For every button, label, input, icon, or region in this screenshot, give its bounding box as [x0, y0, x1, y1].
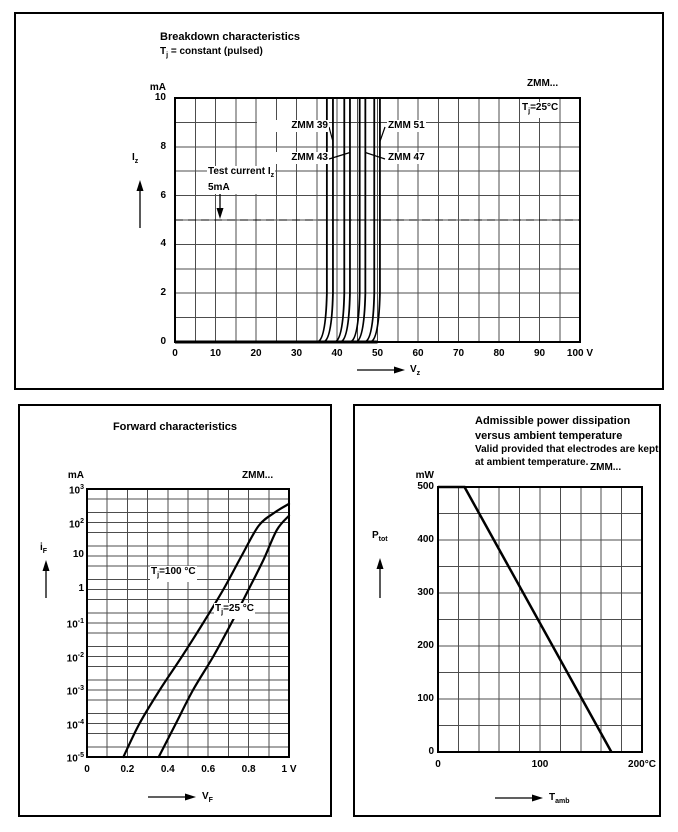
- power-y-axis-label: $P_{tot}$: [372, 530, 388, 543]
- breakdown-chart-panel: [14, 12, 664, 390]
- breakdown-condition-label: $T_j=25^\circ C$: [521, 102, 559, 118]
- power-chart-panel: [353, 404, 661, 817]
- forward-x-tick: 0.4: [160, 764, 175, 775]
- breakdown-x-tick: 0: [172, 348, 178, 359]
- test-current-line2: 5mA: [208, 182, 230, 193]
- power-note-line2: at ambient temperature.: [475, 457, 589, 468]
- curve-label-tj25: $T_j=25$ °C: [214, 603, 255, 619]
- power-y-tick: 0: [428, 746, 434, 757]
- breakdown-x-tick: 30: [290, 348, 303, 359]
- curve-label-zmm51: ZMM 51: [388, 120, 425, 131]
- forward-x-tick: 0.6: [201, 764, 216, 775]
- test-current-line1: Test current $I_z$: [208, 166, 275, 179]
- breakdown-x-tick: 90: [533, 348, 546, 359]
- breakdown-x-tick: 100 V: [566, 348, 594, 359]
- power-y-tick: 400: [417, 534, 434, 545]
- breakdown-y-tick: 10: [154, 92, 166, 103]
- power-title-line2: versus ambient temperature: [475, 430, 623, 442]
- forward-y-axis-label: $i_F$: [40, 542, 48, 555]
- forward-x-tick: 0.2: [120, 764, 135, 775]
- power-note-line1: Valid provided that electrodes are kept: [475, 444, 659, 455]
- breakdown-y-axis-label: $I_z$: [132, 152, 139, 165]
- forward-chart-panel: [18, 404, 332, 817]
- breakdown-x-tick: 60: [412, 348, 424, 359]
- forward-y-tick: $10^{-5}$: [66, 752, 84, 765]
- test-current-label: [207, 166, 275, 194]
- forward-family-label: ZMM...: [242, 470, 274, 481]
- power-y-unit: mW: [415, 470, 434, 481]
- curve-label-zmm47: ZMM 47: [388, 152, 425, 163]
- breakdown-y-unit: mA: [149, 82, 166, 93]
- forward-y-tick: 10: [72, 549, 84, 560]
- forward-x-tick: 0: [84, 764, 90, 775]
- forward-x-tick: 1 V: [281, 764, 297, 775]
- breakdown-x-tick: 70: [452, 348, 465, 359]
- forward-y-tick: $10^2$: [68, 517, 84, 530]
- breakdown-y-tick: 0: [160, 336, 166, 347]
- breakdown-plot: [16, 14, 662, 388]
- breakdown-y-tick: 8: [160, 140, 166, 152]
- forward-y-tick: $10^{-4}$: [66, 718, 84, 731]
- curve-label-zmm43: ZMM 43: [257, 152, 329, 164]
- forward-x-axis-label: $V_F$: [202, 791, 213, 804]
- curve-label-tj100: $T_j=100$ °C: [150, 566, 197, 582]
- breakdown-y-tick: 6: [160, 189, 166, 201]
- power-family-label: ZMM...: [590, 462, 622, 473]
- breakdown-x-tick: 50: [371, 348, 384, 359]
- forward-title: Forward characteristics: [112, 421, 238, 433]
- breakdown-x-tick: 80: [493, 348, 505, 359]
- power-y-tick: 200: [417, 640, 434, 651]
- power-x-tick: 200°C: [628, 759, 656, 770]
- forward-y-tick: $10^{-3}$: [66, 685, 84, 698]
- breakdown-y-tick: 2: [160, 287, 166, 299]
- breakdown-subtitle: $T_j$ = constant (pulsed): [160, 46, 263, 59]
- power-y-tick: 100: [417, 693, 434, 704]
- power-x-axis-label: $T_{amb}$: [549, 792, 570, 805]
- power-x-tick: 0: [435, 759, 441, 770]
- breakdown-x-tick: 40: [331, 348, 343, 359]
- forward-y-unit: mA: [67, 470, 84, 481]
- breakdown-x-tick: 10: [209, 348, 222, 359]
- breakdown-x-tick: 20: [250, 348, 262, 359]
- breakdown-x-axis-label: $V_z$: [410, 364, 421, 377]
- forward-y-tick: $10^3$: [68, 484, 84, 497]
- curve-label-zmm39: ZMM 39: [257, 120, 329, 132]
- breakdown-title: Breakdown characteristics: [160, 31, 301, 43]
- power-x-tick: 100: [531, 759, 549, 770]
- forward-y-tick: 1: [78, 582, 84, 594]
- forward-y-tick: $10^{-1}$: [66, 618, 84, 631]
- power-y-tick: 300: [417, 587, 434, 598]
- power-y-tick: 500: [417, 481, 434, 492]
- breakdown-y-tick: 4: [160, 238, 166, 250]
- forward-y-tick: $10^{-2}$: [66, 651, 84, 664]
- forward-x-tick: 0.8: [241, 764, 256, 775]
- breakdown-family-label: ZMM...: [527, 78, 559, 89]
- power-title-line1: Admissible power dissipation: [475, 415, 631, 427]
